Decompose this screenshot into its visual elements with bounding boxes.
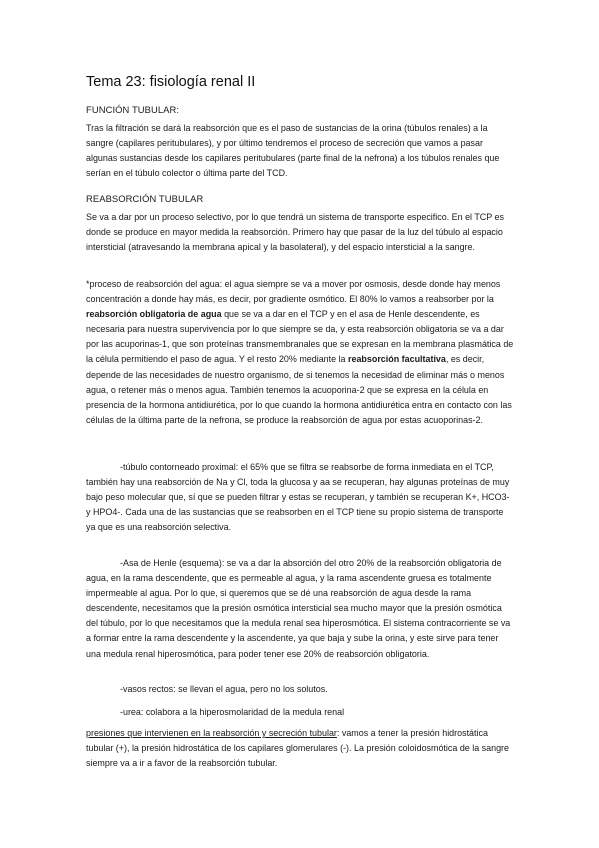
- agua-text-1: *proceso de reabsorción del agua: el agua siempre se va a mover por osmosis, desde donde hay menos concentración a donde hay más, es decir, por gradiente osmótico. El 80% lo vamos a reabsorber por la: [86, 279, 501, 305]
- agua-text-3: , es decir, depende de las necesidades de nuestro organismo, de si tenemos la necesidad de eliminar más o menos agua, o retener más o menos agua. También tenemos la acuoporina-2 que se expresa en la célula en presencia de la hormona antidiurética, por lo que cuando la hormona antidiurética entra en contacto con las células de la última parte de la nefrona, se produce la reabsorción de agua por estas acuoporinas-2.: [86, 354, 512, 425]
- paragraph-presiones: [86, 726, 514, 771]
- heading-reabsorcion-tubular: REABSORCIÓN TUBULAR: [86, 193, 204, 204]
- item-vasos-rectos: -vasos rectos: se llevan el agua, pero no los solutos.: [120, 684, 328, 694]
- page-title: Tema 23: fisiología renal II: [86, 74, 256, 90]
- paragraph-asa-henle: -Asa de Henle (esquema): se va a dar la absorción del otro 20% de la reabsorción obligatoria de agua, en la rama descendente, que es permeable al agua, y la rama ascendente gruesa es totalmente impermeable al agua. Por lo que, si queremos que se dé una reabsorción de agua desde la rama descendente, necesitamos que la presión osmótica intersticial sea mucho mayor que la presión osmótica del túbulo, por lo que necesitamos que la medula renal sea hiperosmótica. El sistema contracorriente se va a formar entre la rama descendente y la ascendente, ya que baja y sube la orina, y este sirve para tener una medula renal hiperosmótica, para poder tener ese 20% de reabsorción obligatoria.: [86, 558, 511, 659]
- item-urea: -urea: colabora a la hiperosmolaridad de la medula renal: [120, 707, 345, 717]
- paragraph-funcion-tubular: Tras la filtración se dará la reabsorción que es el paso de sustancias de la orina (túbulos renales) a la sangre (capilares peritubulares), y por último tendremos el proceso de secreción que vamos a pasar algunas sustancias desde los capilares peritubulares (parte final de la nefrona) a los túbulos renales que serían en el túbulo colector o última parte del TCD.: [86, 123, 500, 179]
- paragraph-reabsorcion-agua: [86, 277, 514, 428]
- agua-bold-obligatoria: reabsorción obligatoria de agua: [86, 309, 222, 320]
- paragraph-tubulo-contorneado: -túbulo contorneado proximal: el 65% que se filtra se reabsorbe de forma inmediata en el TCP, también hay una reabsorción de Na y Cl, toda la glucosa y aa se recuperan, hay algunas proteínas de muy bajo peso molecular que, sí que se pueden filtrar y estas se recuperan, y también se recuperan K+, HCO3- y HPO4-. Cada una de las sustancias que se reabsorben en el TCP tiene su propio sistema de transporte ya que es una reabsorción selectiva.: [86, 462, 510, 533]
- heading-funcion-tubular: FUNCIÓN TUBULAR:: [86, 104, 180, 115]
- paragraph-reabsorcion-tubular: Se va a dar por un proceso selectivo, por lo que tendrá un sistema de transporte especifico. En el TCP es donde se produce en mayor medida la reabsorción. Primero hay que pasar de la luz del túbulo al espacio intersticial (atravesando la membrana apical y la basolateral), y del espacio intersticial a la sangre.: [86, 212, 504, 253]
- presiones-text: : vamos a tener la presión hidrostática tubular (+), la presión hidrostática de los capilares glomerulares (-). La presión coloidosmótica de la sangre siempre va a ir a favor de la reabsorción tubular.: [86, 728, 510, 769]
- agua-text-2: que se va a dar en el TCP y en el asa de Henle descendente, es necesaria para nuestra supervivencia por lo que siempre se da, y esta reabsorción obligatoria se va a dar por las acuporinas-1, que son proteínas transmembranales que se expresan en la membrana plasmática de la célula permitiendo el paso de agua. Y el resto 20% mediante la: [86, 309, 514, 365]
- presiones-heading: presiones que intervienen en la reabsorción y secreción tubular: [86, 728, 337, 738]
- agua-bold-facultativa: reabsorción facultativa: [348, 354, 446, 365]
